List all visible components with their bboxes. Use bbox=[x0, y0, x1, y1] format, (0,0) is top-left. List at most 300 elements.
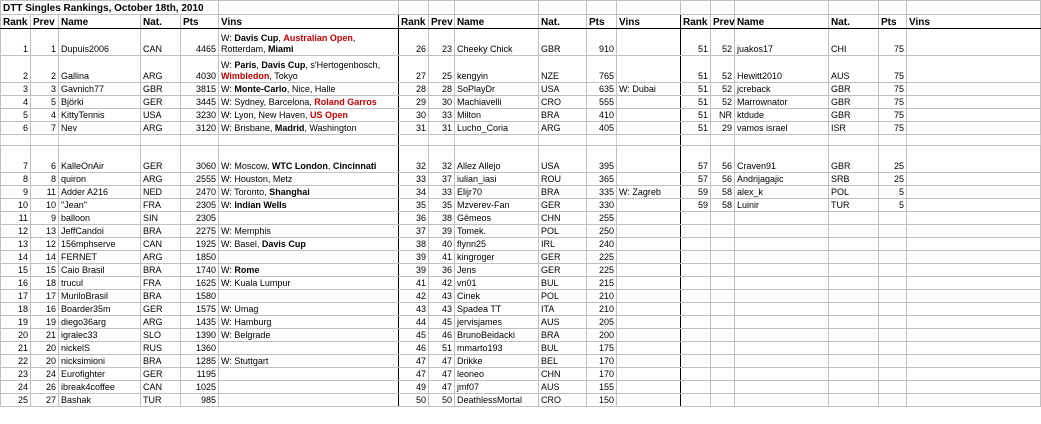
table-row bbox=[1, 109, 1041, 122]
rank-cell: 23 bbox=[1, 368, 31, 381]
rank-cell: 26 bbox=[399, 29, 429, 56]
name-cell: DeathlessMortal bbox=[455, 394, 539, 407]
header-prev-2: Prev bbox=[429, 15, 455, 29]
nat-cell: BRA bbox=[141, 264, 181, 277]
name-cell: vamos israel bbox=[735, 122, 829, 135]
name-cell: Cinek bbox=[455, 290, 539, 303]
name-cell: Eurofighter bbox=[59, 368, 141, 381]
rank-cell: 51 bbox=[681, 96, 711, 109]
name-cell bbox=[735, 264, 829, 277]
pts-cell: 170 bbox=[587, 368, 617, 381]
vins-cell: W: Zagreb bbox=[617, 186, 681, 199]
nat-cell: BUL bbox=[539, 342, 587, 355]
prev-cell: 7 bbox=[31, 122, 59, 135]
nat-cell bbox=[829, 381, 879, 394]
name-cell: Gallina bbox=[59, 56, 141, 83]
name-cell: Gêmeos bbox=[455, 212, 539, 225]
rank-cell bbox=[681, 212, 711, 225]
nat-cell: CHN bbox=[539, 212, 587, 225]
vins-text: W: Brisbane, bbox=[221, 123, 275, 133]
pts-cell: 1025 bbox=[181, 381, 219, 394]
rank-cell: 27 bbox=[399, 56, 429, 83]
vins-cell bbox=[617, 394, 681, 407]
rank-cell: 59 bbox=[681, 199, 711, 212]
rank-cell bbox=[681, 355, 711, 368]
prev-cell: 33 bbox=[429, 109, 455, 122]
pts-cell: 4465 bbox=[181, 29, 219, 56]
prev-cell bbox=[711, 251, 735, 264]
name-cell bbox=[735, 277, 829, 290]
name-cell bbox=[735, 355, 829, 368]
prev-cell bbox=[429, 135, 455, 146]
pts-cell: 1575 bbox=[181, 303, 219, 316]
vins-cell bbox=[617, 381, 681, 394]
vins-cell bbox=[617, 212, 681, 225]
nat-cell bbox=[829, 303, 879, 316]
pts-cell bbox=[879, 342, 907, 355]
vins-text: , Rotterdam, bbox=[221, 33, 356, 54]
name-cell: Boarder35m bbox=[59, 303, 141, 316]
rank-cell bbox=[681, 316, 711, 329]
rank-cell: 7 bbox=[1, 146, 31, 173]
prev-cell: 18 bbox=[31, 277, 59, 290]
vins-cell bbox=[617, 303, 681, 316]
prev-cell: 43 bbox=[429, 303, 455, 316]
vins-cell bbox=[617, 264, 681, 277]
pts-cell: 75 bbox=[879, 56, 907, 83]
vins-cell bbox=[907, 264, 1041, 277]
rank-cell: 32 bbox=[399, 146, 429, 173]
rank-cell: 51 bbox=[681, 122, 711, 135]
pts-cell: 225 bbox=[587, 264, 617, 277]
table-row bbox=[1, 394, 1041, 407]
rank-cell: 2 bbox=[1, 56, 31, 83]
name-cell: Mzverev-Fan bbox=[455, 199, 539, 212]
name-cell: Allez Allejo bbox=[455, 146, 539, 173]
pts-cell: 25 bbox=[879, 173, 907, 186]
nat-cell: BRA bbox=[539, 329, 587, 342]
nat-cell: POL bbox=[829, 186, 879, 199]
name-cell bbox=[735, 251, 829, 264]
nat-cell: POL bbox=[539, 290, 587, 303]
vins-text: , bbox=[327, 161, 333, 171]
table-row bbox=[1, 96, 1041, 109]
nat-cell: GER bbox=[539, 251, 587, 264]
name-cell: FERNET bbox=[59, 251, 141, 264]
table-row bbox=[1, 355, 1041, 368]
nat-cell: CRO bbox=[539, 394, 587, 407]
name-cell: BrunoBeidacki bbox=[455, 329, 539, 342]
prev-cell: 47 bbox=[429, 381, 455, 394]
nat-cell: BUL bbox=[539, 277, 587, 290]
nat-cell: FRA bbox=[141, 199, 181, 212]
vins-cell bbox=[617, 56, 681, 83]
vins-text: W: Houston, Metz bbox=[221, 174, 293, 184]
nat-cell: ARG bbox=[141, 56, 181, 83]
vins-cell bbox=[907, 186, 1041, 199]
rank-cell: 20 bbox=[1, 329, 31, 342]
pts-cell: 25 bbox=[879, 146, 907, 173]
major-title: Davis Cup bbox=[261, 239, 306, 249]
vins-cell bbox=[219, 173, 399, 186]
prev-cell: 52 bbox=[711, 29, 735, 56]
major-title: Indian Wells bbox=[234, 200, 287, 210]
rank-cell bbox=[681, 368, 711, 381]
major-title: Shanghai bbox=[269, 187, 310, 197]
vins-cell bbox=[907, 342, 1041, 355]
prev-cell bbox=[711, 394, 735, 407]
nat-cell: NED bbox=[141, 186, 181, 199]
pts-cell: 2555 bbox=[181, 173, 219, 186]
vins-cell bbox=[219, 135, 399, 146]
rank-cell bbox=[681, 381, 711, 394]
pts-cell: 410 bbox=[587, 109, 617, 122]
prev-cell: 29 bbox=[711, 122, 735, 135]
pts-cell: 210 bbox=[587, 303, 617, 316]
nat-cell: ARG bbox=[141, 173, 181, 186]
pts-cell: 215 bbox=[587, 277, 617, 290]
name-cell bbox=[735, 394, 829, 407]
pts-cell: 1435 bbox=[181, 316, 219, 329]
nat-cell: GBR bbox=[829, 146, 879, 173]
name-cell: KalleOnAir bbox=[59, 146, 141, 173]
major-title: Paris bbox=[234, 60, 257, 70]
name-cell: Tomek. bbox=[455, 225, 539, 238]
rank-cell: 11 bbox=[1, 212, 31, 225]
vins-text: W: Basel, bbox=[221, 239, 262, 249]
name-cell: jcreback bbox=[735, 83, 829, 96]
name-cell bbox=[735, 316, 829, 329]
name-cell: igralec33 bbox=[59, 329, 141, 342]
prev-cell bbox=[711, 264, 735, 277]
vins-text: , Washington bbox=[304, 123, 357, 133]
name-cell: Caio Brasil bbox=[59, 264, 141, 277]
nat-cell: BRA bbox=[141, 225, 181, 238]
rank-cell: 28 bbox=[399, 83, 429, 96]
rank-cell: 37 bbox=[399, 225, 429, 238]
pts-cell: 3060 bbox=[181, 146, 219, 173]
pts-cell: 240 bbox=[587, 238, 617, 251]
vins-text: W: bbox=[221, 33, 235, 43]
nat-cell: CAN bbox=[141, 238, 181, 251]
name-cell: jmf07 bbox=[455, 381, 539, 394]
prev-cell: 1 bbox=[31, 29, 59, 56]
pts-cell: 75 bbox=[879, 96, 907, 109]
rank-cell bbox=[681, 303, 711, 316]
name-cell bbox=[735, 238, 829, 251]
prev-cell: 58 bbox=[711, 186, 735, 199]
vins-cell bbox=[907, 277, 1041, 290]
vins-text: W: Umag bbox=[221, 304, 259, 314]
prev-cell bbox=[711, 238, 735, 251]
pts-cell bbox=[879, 303, 907, 316]
name-cell: MuriloBrasil bbox=[59, 290, 141, 303]
pts-cell: 4030 bbox=[181, 56, 219, 83]
rank-cell bbox=[681, 394, 711, 407]
vins-cell bbox=[219, 290, 399, 303]
pts-cell bbox=[181, 135, 219, 146]
prev-cell bbox=[711, 290, 735, 303]
name-cell: "Jean" bbox=[59, 199, 141, 212]
pts-cell: 555 bbox=[587, 96, 617, 109]
rank-cell: 46 bbox=[399, 342, 429, 355]
nat-cell bbox=[829, 264, 879, 277]
rank-cell: 31 bbox=[399, 122, 429, 135]
prev-cell: 28 bbox=[429, 83, 455, 96]
vins-cell bbox=[219, 264, 399, 277]
name-cell: Machiavelli bbox=[455, 96, 539, 109]
prev-cell: 27 bbox=[31, 394, 59, 407]
rank-cell: 59 bbox=[681, 186, 711, 199]
rank-cell: 33 bbox=[399, 173, 429, 186]
grand-slam-title: US Open bbox=[310, 110, 349, 120]
name-cell bbox=[735, 381, 829, 394]
vins-cell bbox=[219, 122, 399, 135]
nat-cell: ARG bbox=[141, 316, 181, 329]
pts-cell: 635 bbox=[587, 83, 617, 96]
vins-text: W: Lyon, New Haven, bbox=[221, 110, 311, 120]
table-row bbox=[1, 251, 1041, 264]
prev-cell: 25 bbox=[429, 56, 455, 83]
name-cell: mmarto193 bbox=[455, 342, 539, 355]
nat-cell: GER bbox=[141, 368, 181, 381]
name-cell: nickelS bbox=[59, 342, 141, 355]
prev-cell: 13 bbox=[31, 225, 59, 238]
vins-cell bbox=[219, 146, 399, 173]
vins-cell bbox=[617, 277, 681, 290]
pts-cell: 330 bbox=[587, 199, 617, 212]
name-cell: Hewitt2010 bbox=[735, 56, 829, 83]
vins-cell bbox=[617, 173, 681, 186]
pts-cell bbox=[879, 135, 907, 146]
table-row bbox=[1, 303, 1041, 316]
vins-cell bbox=[907, 29, 1041, 56]
prev-cell: 56 bbox=[711, 146, 735, 173]
nat-cell bbox=[829, 251, 879, 264]
vins-cell bbox=[617, 251, 681, 264]
table-row bbox=[1, 342, 1041, 355]
prev-cell: 46 bbox=[429, 329, 455, 342]
nat-cell: GER bbox=[539, 264, 587, 277]
vins-cell bbox=[219, 303, 399, 316]
header-prev-3: Prev bbox=[711, 15, 735, 29]
nat-cell bbox=[539, 135, 587, 146]
prev-cell: 43 bbox=[429, 290, 455, 303]
rank-cell bbox=[399, 135, 429, 146]
rank-cell: 51 bbox=[681, 109, 711, 122]
major-title: Rome bbox=[234, 265, 260, 275]
name-cell: Björki bbox=[59, 96, 141, 109]
rank-cell bbox=[681, 342, 711, 355]
rank-cell: 14 bbox=[1, 251, 31, 264]
pts-cell: 75 bbox=[879, 109, 907, 122]
pts-cell: 5 bbox=[879, 186, 907, 199]
vins-text: W: Toronto, bbox=[221, 187, 270, 197]
pts-cell bbox=[879, 329, 907, 342]
vins-text: W: Belgrade bbox=[221, 330, 271, 340]
vins-cell bbox=[219, 316, 399, 329]
nat-cell: CAN bbox=[141, 381, 181, 394]
name-cell: 156mphserve bbox=[59, 238, 141, 251]
name-cell: JeffCandoi bbox=[59, 225, 141, 238]
prev-cell: 30 bbox=[429, 96, 455, 109]
nat-cell: SLO bbox=[141, 329, 181, 342]
header-row bbox=[1, 15, 1041, 29]
name-cell: Luinir bbox=[735, 199, 829, 212]
nat-cell: BEL bbox=[539, 355, 587, 368]
pts-cell bbox=[879, 355, 907, 368]
name-cell bbox=[735, 135, 829, 146]
pts-cell: 335 bbox=[587, 186, 617, 199]
pts-cell: 75 bbox=[879, 122, 907, 135]
nat-cell: SIN bbox=[141, 212, 181, 225]
name-cell: Dupuis2006 bbox=[59, 29, 141, 56]
table-row bbox=[1, 83, 1041, 96]
nat-cell bbox=[829, 277, 879, 290]
rank-cell: 21 bbox=[1, 342, 31, 355]
nat-cell: CAN bbox=[141, 29, 181, 56]
nat-cell: CHI bbox=[829, 29, 879, 56]
rank-cell: 19 bbox=[1, 316, 31, 329]
rank-cell bbox=[681, 225, 711, 238]
nat-cell: AUS bbox=[539, 381, 587, 394]
nat-cell: NZE bbox=[539, 56, 587, 83]
name-cell: Lucho_Coria bbox=[455, 122, 539, 135]
prev-cell bbox=[711, 303, 735, 316]
pts-cell: 3445 bbox=[181, 96, 219, 109]
pts-cell bbox=[587, 135, 617, 146]
header-rank-2: Rank bbox=[399, 15, 429, 29]
rank-cell: 9 bbox=[1, 186, 31, 199]
pts-cell bbox=[879, 212, 907, 225]
nat-cell: TUR bbox=[829, 199, 879, 212]
header-name-3: Name bbox=[735, 15, 829, 29]
table-row bbox=[1, 277, 1041, 290]
vins-cell bbox=[617, 29, 681, 56]
pts-cell: 395 bbox=[587, 146, 617, 173]
pts-cell: 2275 bbox=[181, 225, 219, 238]
header-nat-2: Nat. bbox=[539, 15, 587, 29]
pts-cell: 985 bbox=[181, 394, 219, 407]
rank-cell: 51 bbox=[681, 29, 711, 56]
vins-cell bbox=[907, 122, 1041, 135]
header-pts: Pts bbox=[181, 15, 219, 29]
pts-cell: 2470 bbox=[181, 186, 219, 199]
nat-cell: CHN bbox=[539, 368, 587, 381]
table-row bbox=[1, 238, 1041, 251]
vins-cell bbox=[219, 29, 399, 56]
prev-cell: 10 bbox=[31, 199, 59, 212]
prev-cell: 38 bbox=[429, 212, 455, 225]
nat-cell bbox=[829, 342, 879, 355]
vins-cell bbox=[617, 316, 681, 329]
pts-cell: 3815 bbox=[181, 83, 219, 96]
nat-cell: GBR bbox=[829, 109, 879, 122]
rank-cell: 57 bbox=[681, 146, 711, 173]
nat-cell: USA bbox=[539, 146, 587, 173]
name-cell: alex_k bbox=[735, 186, 829, 199]
pts-cell: 1360 bbox=[181, 342, 219, 355]
table-row bbox=[1, 56, 1041, 83]
prev-cell: 52 bbox=[711, 96, 735, 109]
nat-cell: AUS bbox=[539, 316, 587, 329]
rank-cell: 3 bbox=[1, 83, 31, 96]
pts-cell: 225 bbox=[587, 251, 617, 264]
vins-cell bbox=[907, 368, 1041, 381]
name-cell: diego36arg bbox=[59, 316, 141, 329]
name-cell: Gavnich77 bbox=[59, 83, 141, 96]
rank-cell bbox=[681, 290, 711, 303]
pts-cell bbox=[879, 290, 907, 303]
nat-cell: TUR bbox=[141, 394, 181, 407]
pts-cell: 1625 bbox=[181, 277, 219, 290]
header-name: Name bbox=[59, 15, 141, 29]
prev-cell bbox=[711, 329, 735, 342]
vins-text: , s'Hertogenbosch, bbox=[305, 60, 381, 70]
prev-cell: 8 bbox=[31, 173, 59, 186]
prev-cell bbox=[711, 277, 735, 290]
pts-cell bbox=[879, 277, 907, 290]
vins-cell bbox=[907, 146, 1041, 173]
prev-cell: 2 bbox=[31, 56, 59, 83]
pts-cell: 1390 bbox=[181, 329, 219, 342]
rank-cell: 42 bbox=[399, 290, 429, 303]
table-row bbox=[1, 264, 1041, 277]
prev-cell: 47 bbox=[429, 355, 455, 368]
name-cell bbox=[735, 290, 829, 303]
vins-text: W: Sydney, Barcelona, bbox=[221, 97, 315, 107]
prev-cell: 16 bbox=[31, 303, 59, 316]
prev-cell: 23 bbox=[429, 29, 455, 56]
pts-cell: 3120 bbox=[181, 122, 219, 135]
pts-cell: 1285 bbox=[181, 355, 219, 368]
vins-text: W: Memphis bbox=[221, 226, 271, 236]
table-row bbox=[1, 29, 1041, 56]
prev-cell: 21 bbox=[31, 329, 59, 342]
major-title: Davis Cup bbox=[234, 33, 279, 43]
rank-cell: 38 bbox=[399, 238, 429, 251]
nat-cell: GBR bbox=[829, 96, 879, 109]
name-cell: nicksimioni bbox=[59, 355, 141, 368]
pts-cell: 200 bbox=[587, 329, 617, 342]
name-cell: vn01 bbox=[455, 277, 539, 290]
rank-cell bbox=[681, 238, 711, 251]
table-row bbox=[1, 290, 1041, 303]
rank-cell: 8 bbox=[1, 173, 31, 186]
nat-cell bbox=[141, 135, 181, 146]
rank-cell bbox=[681, 251, 711, 264]
vins-cell bbox=[219, 96, 399, 109]
prev-cell: 36 bbox=[429, 264, 455, 277]
prev-cell: 15 bbox=[31, 264, 59, 277]
pts-cell: 405 bbox=[587, 122, 617, 135]
vins-cell bbox=[907, 96, 1041, 109]
nat-cell: CRO bbox=[539, 96, 587, 109]
vins-cell bbox=[219, 251, 399, 264]
rank-cell bbox=[681, 264, 711, 277]
pts-cell bbox=[879, 238, 907, 251]
rank-cell: 49 bbox=[399, 381, 429, 394]
rank-cell: 47 bbox=[399, 355, 429, 368]
rank-cell: 51 bbox=[681, 83, 711, 96]
rank-cell: 57 bbox=[681, 173, 711, 186]
vins-text: , Nice, Halle bbox=[286, 84, 336, 94]
vins-cell bbox=[219, 355, 399, 368]
rank-cell bbox=[681, 135, 711, 146]
table-row bbox=[1, 225, 1041, 238]
prev-cell bbox=[711, 212, 735, 225]
name-cell bbox=[59, 135, 141, 146]
